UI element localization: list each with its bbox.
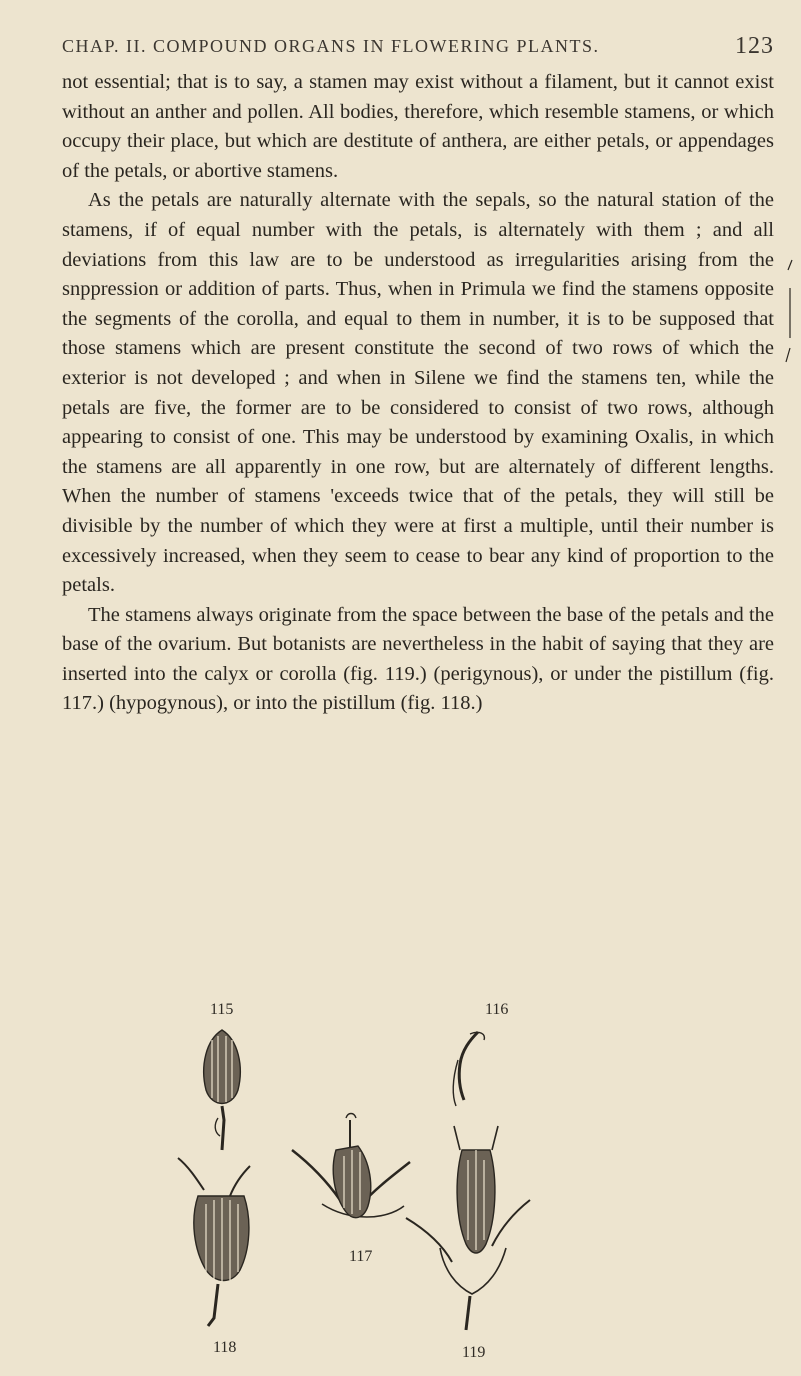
figure-115-stamen: [204, 1030, 241, 1150]
figure-119-flower: [406, 1126, 530, 1330]
paragraph-3: The stamens always originate from the space between the base of the petals and the base of the ovarium. But botanists are nevertheless in the habit of saying that they are inserted into the calyx or corolla (fig. 119.) (perigynous), or under the pistillum (fig. 117.) (hypogynous), or into the pistillum (fig. 118.): [62, 603, 774, 715]
paragraph-1: not essential; that is to say, a stamen may exist without a filament, but it cannot exist without an anther and pollen. All bodies, therefore, which resemble stamens, or which occupy their place, but which are destitute of anthera, are either petals, or appendages of the petals, or abortive stamens.: [62, 71, 774, 182]
figure-number-119: 119: [462, 1344, 486, 1361]
running-title: CHAP. II. COMPOUND ORGANS IN FLOWERING PLANTS.: [62, 36, 600, 56]
paragraph-2: As the petals are naturally alternate with the sepals, so the natural station of the stamens, if of equal number with the petals, is alternately with them ; and all deviations from this law are to be understood as irregularities arising from the snppression or addition of parts. Thus, when in Primula we find the stamens opposite the segments of the corolla, and equal to them in number, it is to be supposed that those stamens which are present constitute the second of two rows of which the exterior is not developed ; and when in Silene we find the stamens ten, while the petals are five, the former are to be considered to consist of two rows, although appearing to consist of one. This may be understood by examining Oxalis, in which the stamens are all apparently in one row, but are alternately of different lengths. When the number of stamens 'exceeds twice that of the petals, they will still be divisible by the number of which they were at first a multiple, until their number is excessively increased, when they seem to cease to bear any kind of proportion to the petals.: [62, 189, 774, 597]
figure-118-ovary: [178, 1158, 250, 1326]
figure-number-118: 118: [213, 1339, 237, 1356]
figure-number-117: 117: [349, 1248, 373, 1265]
margin-bracket-mark: [784, 258, 796, 368]
figure-number-115: 115: [210, 1001, 234, 1018]
figure-117-flower: [292, 1114, 410, 1218]
page-number: 123: [735, 33, 774, 59]
figure-116-filament: [453, 1032, 484, 1106]
figure-number-116: 116: [485, 1001, 509, 1018]
